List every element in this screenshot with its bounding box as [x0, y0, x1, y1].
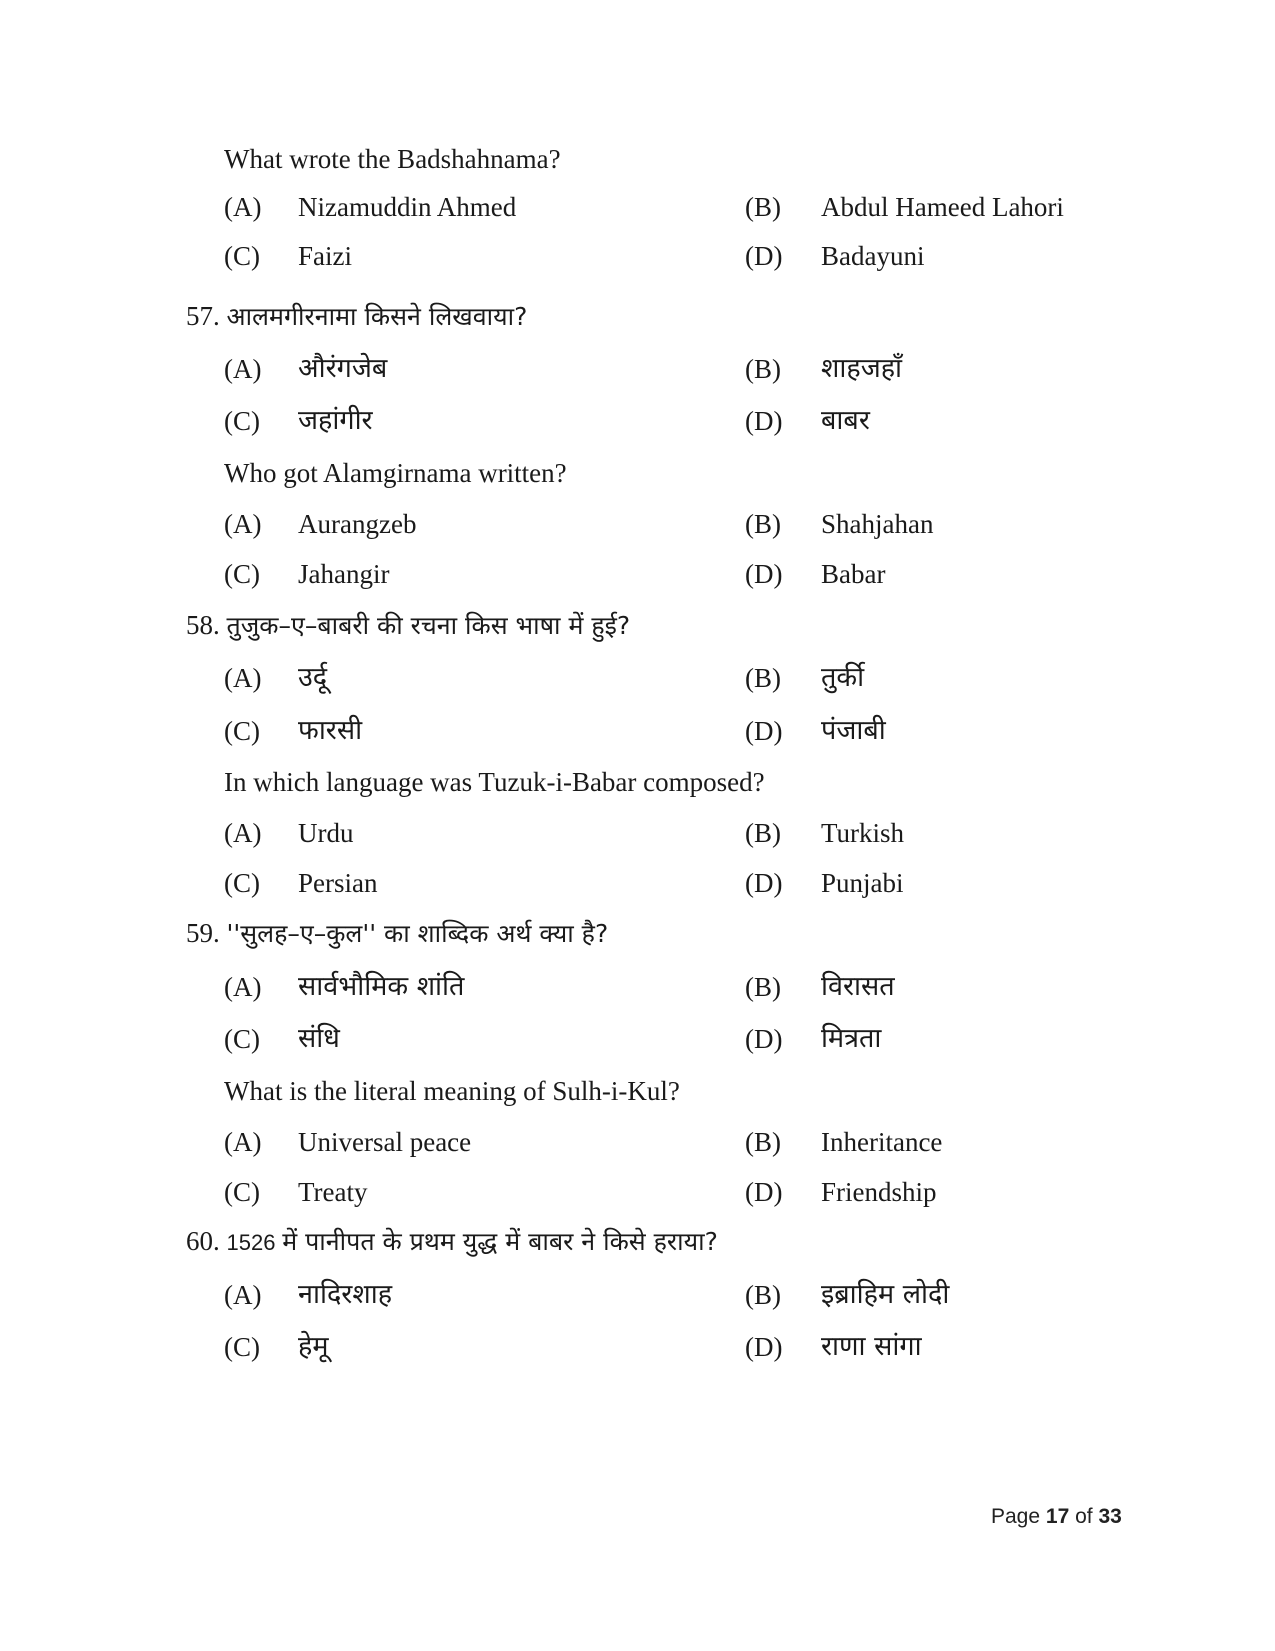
option-text: Treaty: [298, 1177, 368, 1207]
option-label: (B): [745, 818, 781, 848]
option-label: (D): [745, 716, 783, 746]
option-label: (C): [224, 1024, 260, 1054]
option-text: Punjabi: [821, 868, 904, 898]
question-year: 1526: [226, 1230, 276, 1255]
question-57-hindi: [186, 299, 527, 334]
option-text: सार्वभौमिक शांति: [298, 971, 465, 1002]
option-label: (A): [224, 663, 262, 693]
option-label: (C): [224, 1332, 260, 1362]
option-text: तुर्की: [821, 662, 865, 693]
option-text: जहांगीर: [298, 405, 373, 436]
option-label: (C): [224, 559, 260, 589]
option-label: (C): [224, 1177, 260, 1207]
question-text: में पानीपत के प्रथम युद्ध में बाबर ने किसे हराया?: [282, 1227, 718, 1256]
option-label: (A): [224, 972, 262, 1002]
option-text: Turkish: [821, 818, 905, 848]
option-text: Universal peace: [298, 1127, 472, 1157]
question-60-hindi: [186, 1224, 718, 1260]
question-number: 57.: [186, 301, 220, 331]
option-text: शाहजहाँ: [821, 353, 903, 384]
option-label: (A): [224, 1280, 262, 1310]
option-label: (C): [224, 716, 260, 746]
option-label: (A): [224, 354, 262, 384]
option-text: मित्रता: [821, 1023, 882, 1054]
option-label: (C): [224, 406, 260, 436]
question-number: 59.: [186, 918, 220, 948]
option-label: (D): [745, 241, 783, 271]
option-label: (C): [224, 868, 260, 898]
question-text: आलमगीरनामा किसने लिखवाया?: [226, 302, 528, 331]
question-text: What is the literal meaning of Sulh-i-Kul?: [224, 1076, 680, 1106]
question-text: What wrote the Badshahnama?: [224, 144, 561, 174]
option-label: (B): [745, 354, 781, 384]
question-number: 58.: [186, 610, 220, 640]
footer-total-pages: 33: [1098, 1505, 1122, 1528]
option-label: (B): [745, 1127, 781, 1157]
option-text: फारसी: [298, 715, 363, 746]
footer-current-page: 17: [1045, 1505, 1070, 1528]
question-text: Who got Alamgirnama written?: [224, 458, 567, 488]
option-text: Urdu: [298, 818, 354, 848]
option-label: (A): [224, 818, 262, 848]
question-text: ''सुलह–ए–कुल'' का शाब्दिक अर्थ क्या है?: [226, 919, 609, 948]
question-59-hindi: [186, 916, 608, 951]
option-text: औरंगजेब: [298, 353, 388, 384]
option-text: इब्राहिम लोदी: [821, 1279, 950, 1310]
option-label: (B): [745, 192, 781, 222]
option-text: Nizamuddin Ahmed: [298, 192, 517, 222]
option-text: Aurangzeb: [298, 509, 417, 539]
footer-prefix: Page: [991, 1505, 1041, 1528]
option-text: Inheritance: [821, 1127, 943, 1157]
option-text: उर्दू: [298, 662, 328, 693]
question-text: In which language was Tuzuk-i-Babar composed?: [224, 767, 765, 797]
option-text: राणा सांगा: [821, 1331, 922, 1362]
option-text: पंजाबी: [821, 715, 886, 746]
option-label: (D): [745, 406, 783, 436]
option-text: Jahangir: [298, 559, 390, 589]
option-label: (D): [745, 1332, 783, 1362]
option-text: Badayuni: [821, 241, 925, 271]
option-label: (A): [224, 192, 262, 222]
option-text: नादिरशाह: [298, 1279, 393, 1310]
page-number-footer: [991, 1505, 1122, 1529]
option-label: (B): [745, 663, 781, 693]
option-text: Faizi: [298, 241, 352, 271]
option-text: Babar: [821, 559, 886, 589]
option-label: (B): [745, 972, 781, 1002]
question-58-hindi: [186, 608, 630, 643]
option-label: (D): [745, 559, 783, 589]
option-text: Friendship: [821, 1177, 937, 1207]
option-label: (C): [224, 241, 260, 271]
option-text: विरासत: [821, 971, 895, 1002]
option-text: बाबर: [821, 405, 870, 436]
option-label: (D): [745, 1177, 783, 1207]
option-label: (A): [224, 1127, 262, 1157]
option-text: हेमू: [298, 1331, 329, 1362]
footer-of: of: [1075, 1505, 1093, 1528]
option-text: Shahjahan: [821, 509, 934, 539]
question-text: तुजुक–ए–बाबरी की रचना किस भाषा में हुई?: [226, 611, 631, 640]
option-label: (B): [745, 509, 781, 539]
question-number: 60.: [186, 1226, 220, 1256]
option-label: (D): [745, 1024, 783, 1054]
option-label: (B): [745, 1280, 781, 1310]
option-text: संधि: [298, 1023, 340, 1054]
option-text: Abdul Hameed Lahori: [821, 192, 1064, 222]
option-label: (A): [224, 509, 262, 539]
option-label: (D): [745, 868, 783, 898]
option-text: Persian: [298, 868, 378, 898]
